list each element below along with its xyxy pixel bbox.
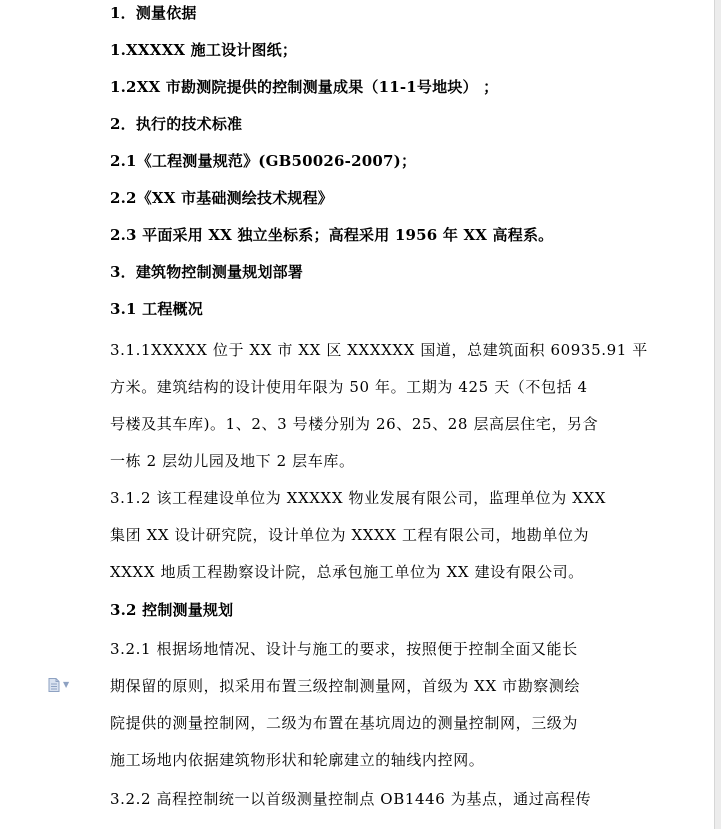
document-icon (48, 678, 60, 692)
heading-control-survey-plan: 3．建筑物控制测量规划部署 (110, 263, 304, 281)
paragraph-line: 方米。建筑结构的设计使用年限为 50 年。工期为 425 天（不包括 4 (110, 378, 588, 396)
list-item-control-survey-results: 1.2XX 市勘测院提供的控制测量成果（11-1号地块） ； (110, 78, 499, 96)
list-item-mapping-regulations: 2.2《XX 市基础测绘技术规程》 (110, 189, 333, 207)
paragraph-line: 集团 XX 设计研究院，设计单位为 XXXX 工程有限公司，地勘单位为 (110, 526, 590, 544)
chevron-down-icon[interactable]: ▼ (63, 680, 70, 689)
heading-measurement-basis: 1．测量依据 (110, 4, 197, 22)
vertical-scrollbar[interactable] (714, 0, 721, 829)
list-item-design-drawings: 1.XXXXX 施工设计图纸； (110, 41, 298, 59)
list-item-survey-code: 2.1《工程测量规范》(GB50026-2007)； (110, 152, 417, 170)
paragraph-line: 3.2.1 根据场地情况、设计与施工的要求，按照便于控制全面又能长 (110, 640, 578, 658)
paragraph-line: 一栋 2 层幼儿园及地下 2 层车库。 (110, 452, 355, 470)
paragraph-line: 期保留的原则，拟采用布置三级控制测量网，首级为 XX 市勘察测绘 (110, 677, 581, 695)
paragraph-line: 3.2.2 高程控制统一以首级测量控制点 OB1446 为基点，通过高程传 (110, 790, 592, 808)
heading-project-overview: 3.1 工程概况 (110, 300, 203, 318)
paragraph-line: 3.1.2 该工程建设单位为 XXXXX 物业发展有限公司，监理单位为 XXX (110, 489, 607, 507)
paragraph-options-marker[interactable] (48, 677, 78, 693)
list-item-coordinate-system: 2.3 平面采用 XX 独立坐标系；高程采用 1956 年 XX 高程系。 (110, 226, 554, 244)
heading-technical-standards: 2．执行的技术标准 (110, 115, 243, 133)
paragraph-line: 号楼及其车库)。1、2、3 号楼分别为 26、25、28 层高层住宅，另含 (110, 415, 599, 433)
paragraph-line: 施工场地内依据建筑物形状和轮廓建立的轴线内控网。 (110, 751, 485, 769)
paragraph-line: 院提供的测量控制网，二级为布置在基坑周边的测量控制网，三级为 (110, 714, 579, 732)
paragraph-line: XXXX 地质工程勘察设计院，总承包施工单位为 XX 建设有限公司。 (110, 563, 584, 581)
heading-control-survey-planning: 3.2 控制测量规划 (110, 601, 234, 619)
paragraph-line: 3.1.1XXXXX 位于 XX 市 XX 区 XXXXXX 国道，总建筑面积 60935.91 平 (110, 341, 648, 359)
